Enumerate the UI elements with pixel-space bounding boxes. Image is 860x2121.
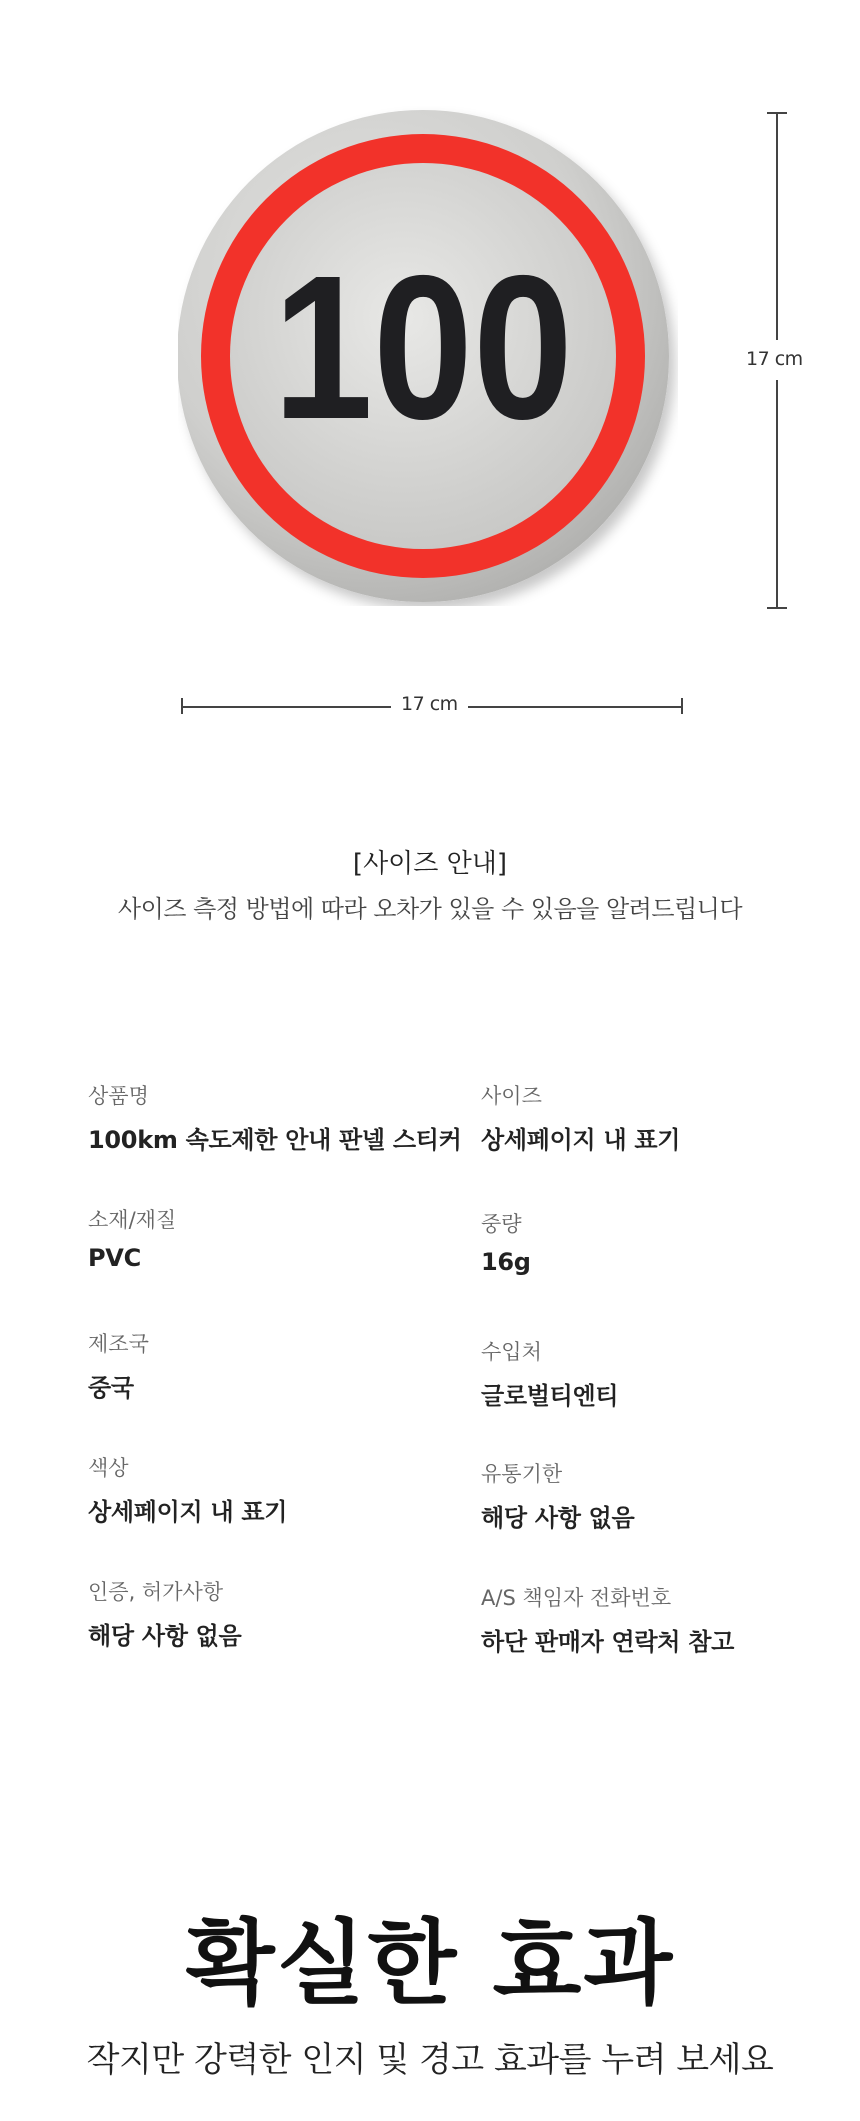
width-dimension-line-right [468,706,682,708]
spec-table [0,1080,860,1680]
spec-value: 하단 판매자 연락처 참고 [481,1628,735,1656]
spec-label: 수입처 [481,1340,542,1364]
height-dimension-line-bottom [776,380,778,608]
spec-label: 상품명 [88,1084,149,1108]
effect-title: 확실한 효과 [185,1910,675,2017]
spec-item-color [88,1452,287,1527]
sign-number: 100 [273,233,573,462]
spec-label: 소재/재질 [88,1208,177,1232]
width-dimension-line-left [181,706,391,708]
spec-label: 사이즈 [481,1084,542,1108]
spec-label: 중량 [481,1212,522,1236]
spec-value: PVC [88,1244,141,1272]
spec-value: 중국 [88,1374,134,1402]
speed-limit-sign-image [178,106,678,606]
spec-label: 유통기한 [481,1462,563,1486]
spec-value: 글로벌티엔티 [481,1382,619,1410]
height-dimension-bottom-tick [767,607,787,609]
spec-item-certification [88,1576,241,1651]
width-dimension-label: 17 cm [401,693,458,715]
effect-description: 작지만 강력한 인지 및 경고 효과를 누려 보세요 [86,2040,774,2080]
spec-value: 16g [481,1248,531,1276]
spec-value: 상세페이지 내 표기 [481,1126,681,1154]
height-dimension-label: 17 cm [746,348,803,370]
size-guide-description: 사이즈 측정 방법에 따라 오차가 있을 수 있음을 알려드립니다 [117,895,743,923]
width-dimension-right-tick [681,698,683,714]
spec-label: A/S 책임자 전화번호 [481,1586,672,1610]
spec-label: 제조국 [88,1332,149,1356]
spec-value: 해당 사항 없음 [481,1504,635,1532]
spec-item-expiration [481,1458,634,1533]
spec-label: 색상 [88,1456,129,1480]
product-image-area [0,0,860,760]
spec-item-weight [481,1208,531,1276]
spec-item-importer [481,1336,618,1411]
spec-value: 100km 속도제한 안내 판넬 스티커 [88,1126,462,1154]
spec-item-size [481,1080,680,1155]
spec-value: 해당 사항 없음 [88,1622,242,1650]
spec-item-material [88,1204,176,1272]
size-guide-title: [사이즈 안내] [352,849,508,879]
height-dimension-line-top [776,112,778,340]
spec-item-product-name [88,1080,462,1155]
spec-label: 인증, 허가사항 [88,1580,224,1604]
spec-value: 상세페이지 내 표기 [88,1498,288,1526]
spec-item-country [88,1328,149,1403]
spec-item-as-contact [481,1582,734,1657]
